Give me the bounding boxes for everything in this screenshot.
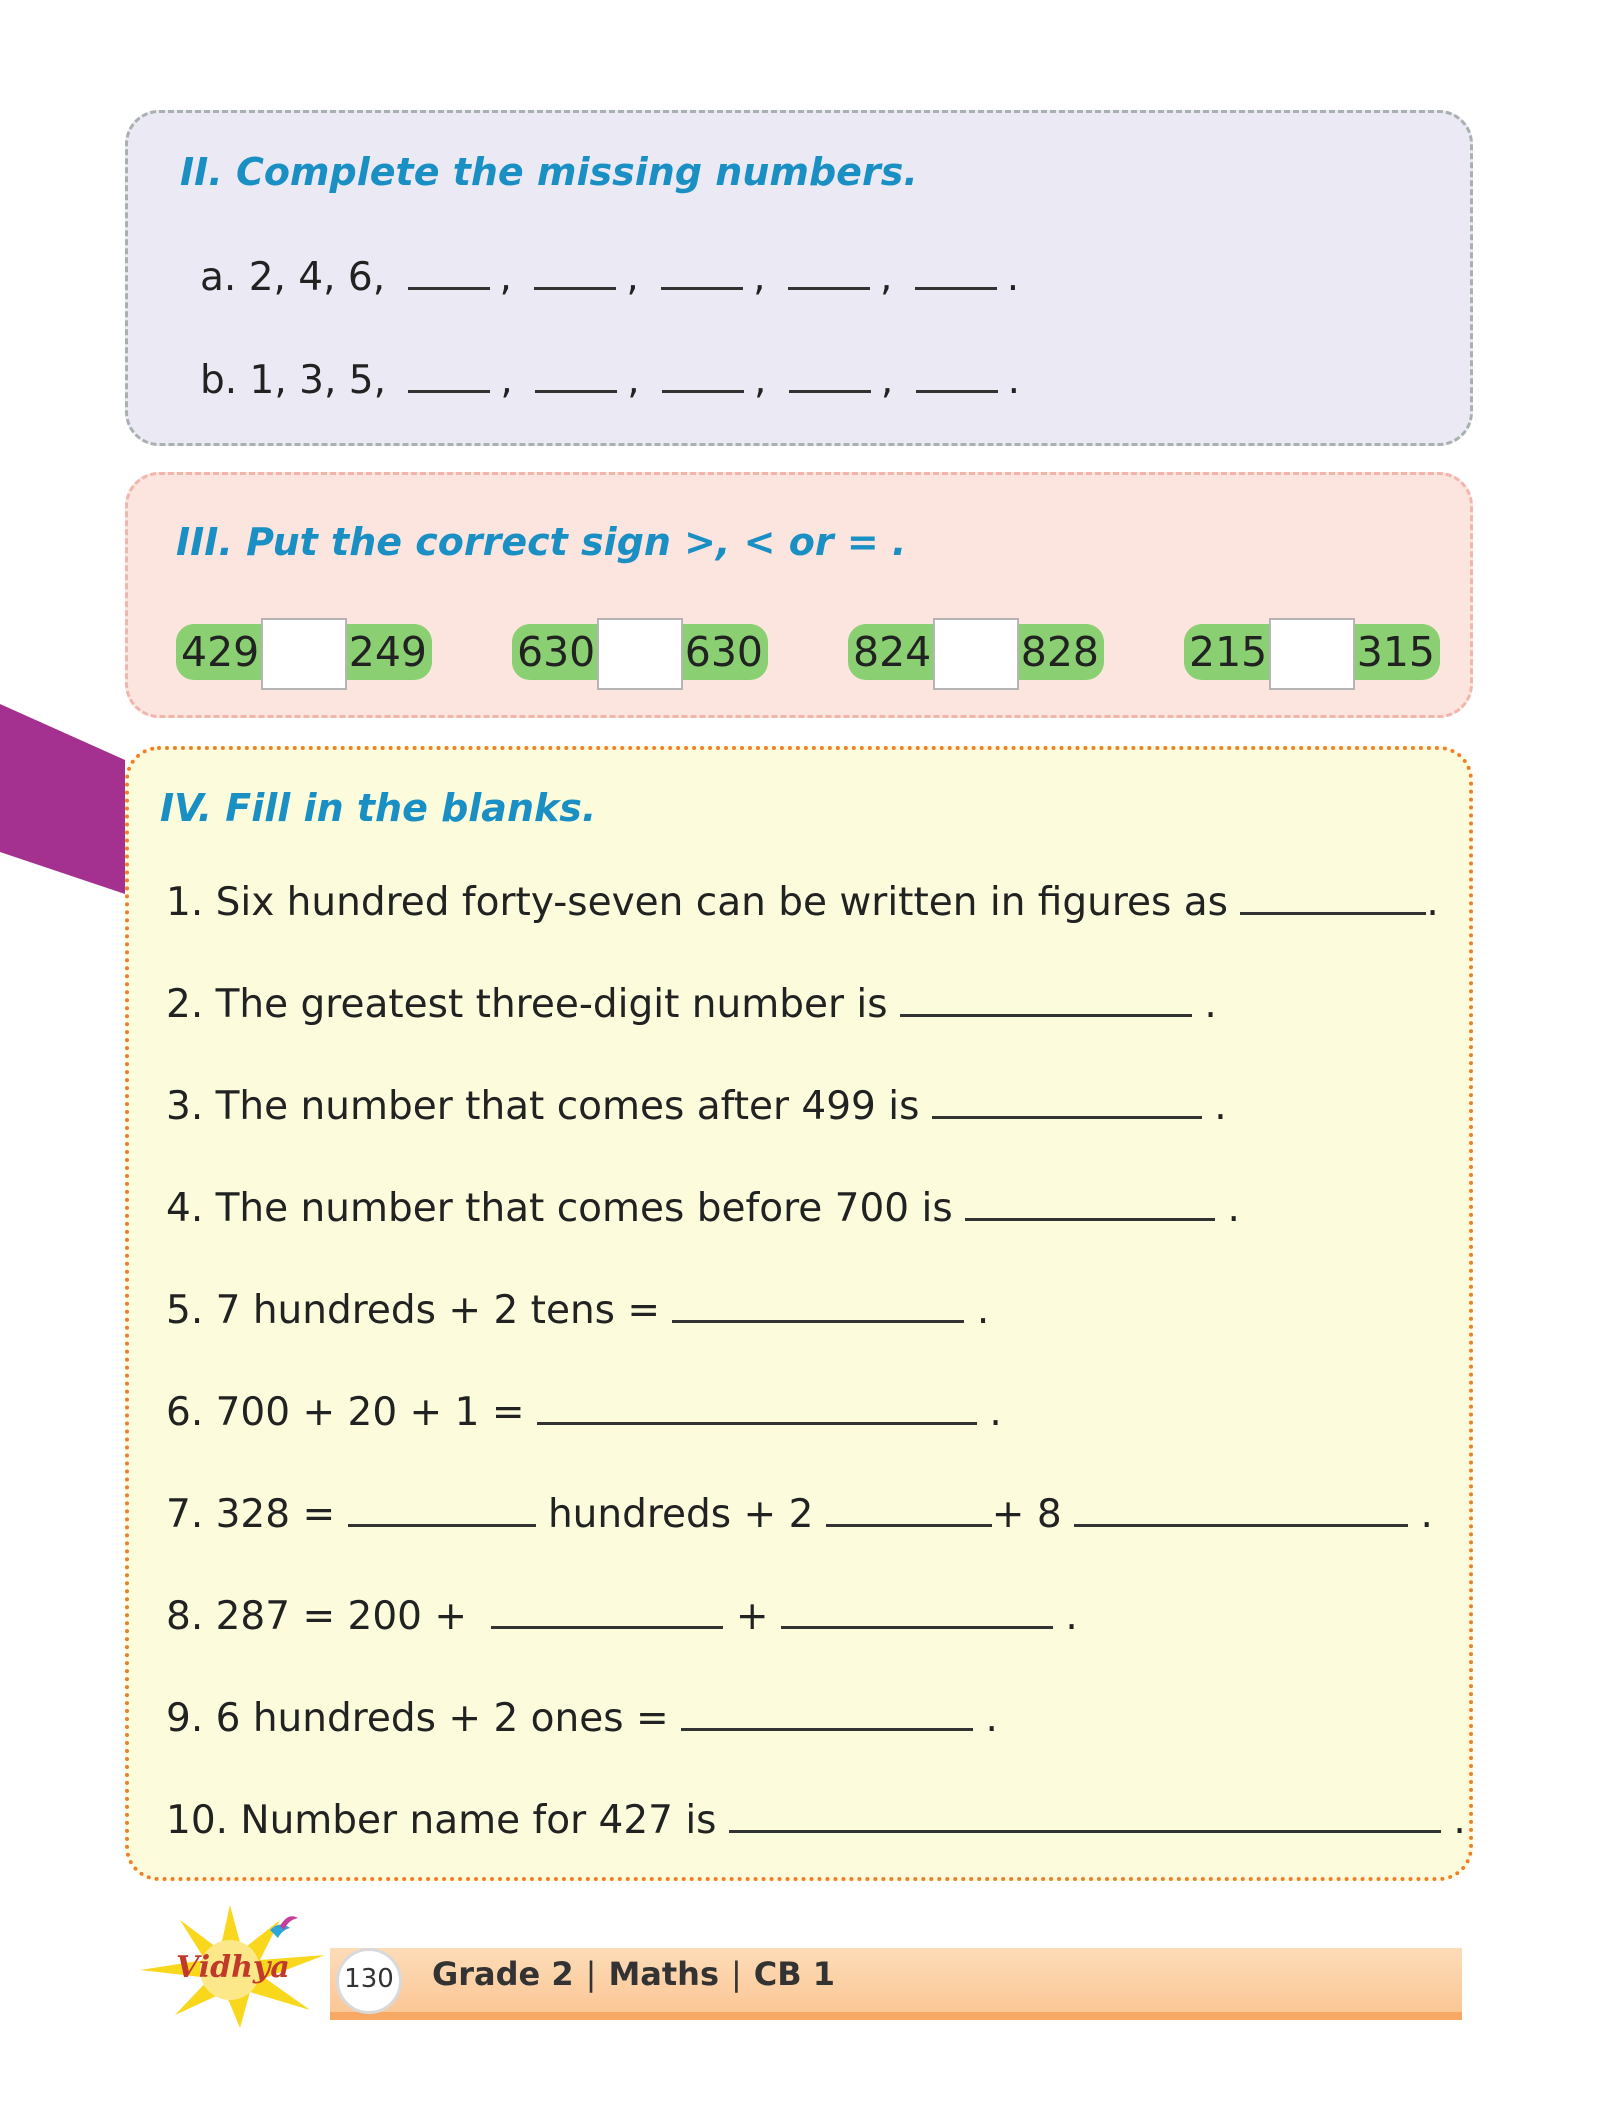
period: .	[1006, 255, 1020, 300]
answer-blank[interactable]	[534, 257, 616, 290]
answer-blank[interactable]	[408, 360, 490, 393]
comparison-pair-2	[512, 618, 768, 680]
sign-answer-box[interactable]	[597, 618, 683, 690]
period: .	[989, 1390, 1002, 1435]
answer-blank[interactable]	[1240, 882, 1426, 915]
sequence-row-a	[200, 255, 1019, 300]
fill-item-5	[166, 1288, 989, 1333]
sequence-row-b	[200, 358, 1020, 403]
answer-blank[interactable]	[789, 360, 871, 393]
answer-blank[interactable]	[408, 257, 490, 290]
left-number: 215	[1189, 628, 1268, 676]
vidhya-logo-text: Vidhya	[176, 1950, 290, 1985]
page-number: 130	[344, 1964, 394, 1994]
fill-item-7	[166, 1492, 1433, 1537]
question-text: 4. The number that comes before 700 is	[166, 1186, 953, 1231]
period: .	[1453, 1798, 1466, 1843]
right-number: 828	[1020, 628, 1099, 676]
answer-blank[interactable]	[491, 1596, 723, 1629]
period: .	[1204, 982, 1217, 1027]
period: .	[976, 1288, 990, 1333]
right-number: 315	[1356, 628, 1435, 676]
question-text: 2. The greatest three-digit number is	[166, 982, 888, 1027]
answer-blank[interactable]	[965, 1188, 1215, 1221]
comma: ,	[754, 358, 767, 403]
section-iii-title: III. Put the correct sign >, < or = .	[176, 520, 907, 564]
answer-blank[interactable]	[681, 1698, 973, 1731]
answer-blank[interactable]	[781, 1596, 1053, 1629]
footer-book: CB 1	[753, 1955, 836, 1993]
footer-separator: |	[585, 1955, 597, 1993]
sign-answer-box[interactable]	[261, 618, 347, 690]
question-text: 1. Six hundred forty-seven can be written in figures as	[166, 880, 1228, 925]
answer-blank[interactable]	[729, 1800, 1441, 1833]
comma: ,	[499, 255, 512, 300]
answer-blank[interactable]	[916, 360, 998, 393]
footer-separator: |	[731, 1955, 742, 1993]
fill-item-9	[166, 1696, 998, 1741]
answer-blank[interactable]	[537, 1392, 977, 1425]
period: .	[1227, 1186, 1240, 1231]
question-text: 5. 7 hundreds + 2 tens =	[166, 1288, 661, 1333]
answer-blank[interactable]	[662, 360, 744, 393]
question-text: 9. 6 hundreds + 2 ones =	[166, 1696, 669, 1741]
question-text: 8. 287 = 200 +	[166, 1594, 468, 1639]
comma: ,	[880, 358, 894, 403]
question-text: hundreds + 2	[547, 1492, 814, 1537]
fill-item-6	[166, 1390, 1002, 1435]
period: .	[985, 1696, 998, 1741]
plus-sign: +	[735, 1594, 769, 1639]
fill-item-10	[166, 1798, 1466, 1843]
comparison-pair-3	[848, 618, 1104, 680]
section-ii-title: II. Complete the missing numbers.	[180, 150, 918, 194]
answer-blank[interactable]	[661, 257, 743, 290]
left-number: 630	[517, 628, 596, 676]
fill-item-4	[166, 1186, 1240, 1231]
comma: ,	[626, 255, 639, 300]
answer-blank[interactable]	[826, 1494, 992, 1527]
period: .	[1214, 1084, 1227, 1129]
answer-blank[interactable]	[1074, 1494, 1408, 1527]
comparison-pair-4	[1184, 618, 1440, 680]
sign-answer-box[interactable]	[933, 618, 1019, 690]
comma: ,	[627, 358, 640, 403]
sign-answer-box[interactable]	[1269, 618, 1355, 690]
question-text: 10. Number name for 427 is	[166, 1798, 717, 1843]
footer-caption	[432, 1955, 835, 1993]
footer-subject: Maths	[608, 1955, 719, 1993]
period: .	[1065, 1594, 1078, 1639]
answer-blank[interactable]	[535, 360, 617, 393]
comparison-pair-1	[176, 618, 432, 680]
fill-item-8	[166, 1594, 1078, 1639]
right-number: 249	[348, 628, 427, 676]
fill-item-1	[166, 880, 1439, 925]
answer-blank[interactable]	[788, 257, 870, 290]
comma: ,	[753, 255, 766, 300]
answer-blank[interactable]	[672, 1290, 964, 1323]
sequence-prefix: a. 2, 4, 6,	[200, 255, 386, 300]
fill-item-3	[166, 1084, 1227, 1129]
answer-blank[interactable]	[900, 984, 1192, 1017]
left-number: 824	[853, 628, 932, 676]
comma: ,	[879, 255, 893, 300]
comma: ,	[500, 358, 513, 403]
answer-blank[interactable]	[348, 1494, 536, 1527]
sequence-prefix: b. 1, 3, 5,	[200, 358, 386, 403]
answer-blank[interactable]	[915, 257, 997, 290]
section-tab-decoration	[0, 704, 125, 894]
period: .	[1426, 880, 1439, 925]
answer-blank[interactable]	[932, 1086, 1202, 1119]
question-text: 3. The number that comes after 499 is	[166, 1084, 920, 1129]
fill-item-2	[166, 982, 1217, 1027]
question-text: + 8	[991, 1492, 1062, 1537]
question-text: 6. 700 + 20 + 1 =	[166, 1390, 525, 1435]
left-number: 429	[181, 628, 260, 676]
period: .	[1420, 1492, 1433, 1537]
question-text: 7. 328 =	[166, 1492, 336, 1537]
footer-grade: Grade 2	[432, 1955, 574, 1993]
right-number: 630	[684, 628, 763, 676]
period: .	[1007, 358, 1021, 403]
section-iv-title: IV. Fill in the blanks.	[160, 786, 597, 830]
